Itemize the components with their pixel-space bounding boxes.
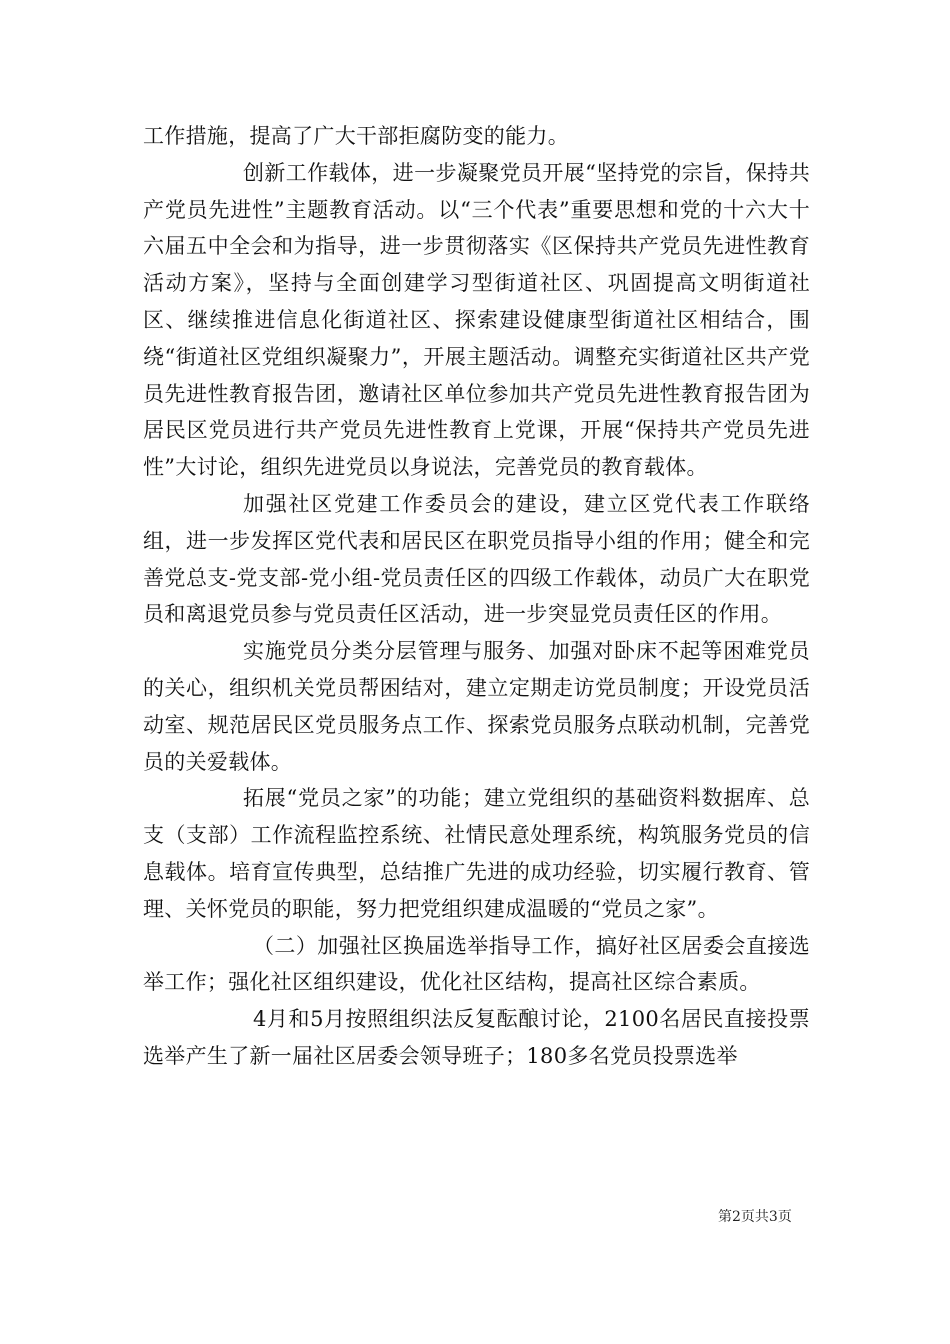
paragraph-party-committee: 加强社区党建工作委员会的建设，建立区党代表工作联络组，进一步发挥区党代表和居民区在职党员指导小组的作用；健全和完善党总支-党支部-党小组-党员责任区的四级工作载体，动员广大在职党员和离退党员参与党员责任区活动，进一步突显党员责任区的作用。: [143, 491, 810, 627]
paragraph-innovation-carrier: 创新工作载体，进一步凝聚党员开展“坚持党的宗旨，保持共产党员先进性”主题教育活动。以“三个代表”重要思想和党的十六大十六届五中全会和为指导，进一步贯彻落实《区保持共产党员先进性教育活动方案》，坚持与全面创建学习型街道社区、巩固提高文明街道社区、继续推进信息化街道社区、探索建设健康型街道社区相结合，围绕“街道社区党组织凝聚力”，开展主题活动。调整充实街道社区共产党员先进性教育报告团，邀请社区单位参加共产党员先进性教育报告团为居民区党员进行共产党员先进性教育上党课，开展“保持共产党员先进性”大讨论，组织先进党员以身说法，完善党员的教育载体。: [143, 160, 810, 480]
paragraph-election: 4月和5月按照组织法反复酝酿讨论，2100名居民直接投票选举产生了新一届社区居委会领导班子；180多名党员投票选举: [143, 1007, 810, 1068]
page-number: 第2页共3页: [718, 1209, 792, 1225]
document-body: [143, 118, 810, 1075]
paragraph-section-two-heading: （二）加强社区换届选举指导工作，搞好社区居委会直接选举工作；强化社区组织建设，优化社区结构，提高社区综合素质。: [143, 933, 810, 995]
paragraph-party-home: 拓展“党员之家”的功能；建立党组织的基础资料数据库、总支（支部）工作流程监控系统、社情民意处理系统，构筑服务党员的信息载体。培育宣传典型，总结推广先进的成功经验，切实履行教育、管理、关怀党员的职能，努力把党组织建成温暖的“党员之家”。: [143, 786, 810, 921]
paragraph-continuation: 工作措施，提高了广大干部拒腐防变的能力。: [143, 124, 569, 148]
paragraph-member-management: 实施党员分类分层管理与服务、加强对卧床不起等困难党员的关心，组织机关党员帮困结对，建立定期走访党员制度；开设党员活动室、规范居民区党员服务点工作、探索党员服务点联动机制，完善党员的关爱载体。: [143, 639, 810, 774]
